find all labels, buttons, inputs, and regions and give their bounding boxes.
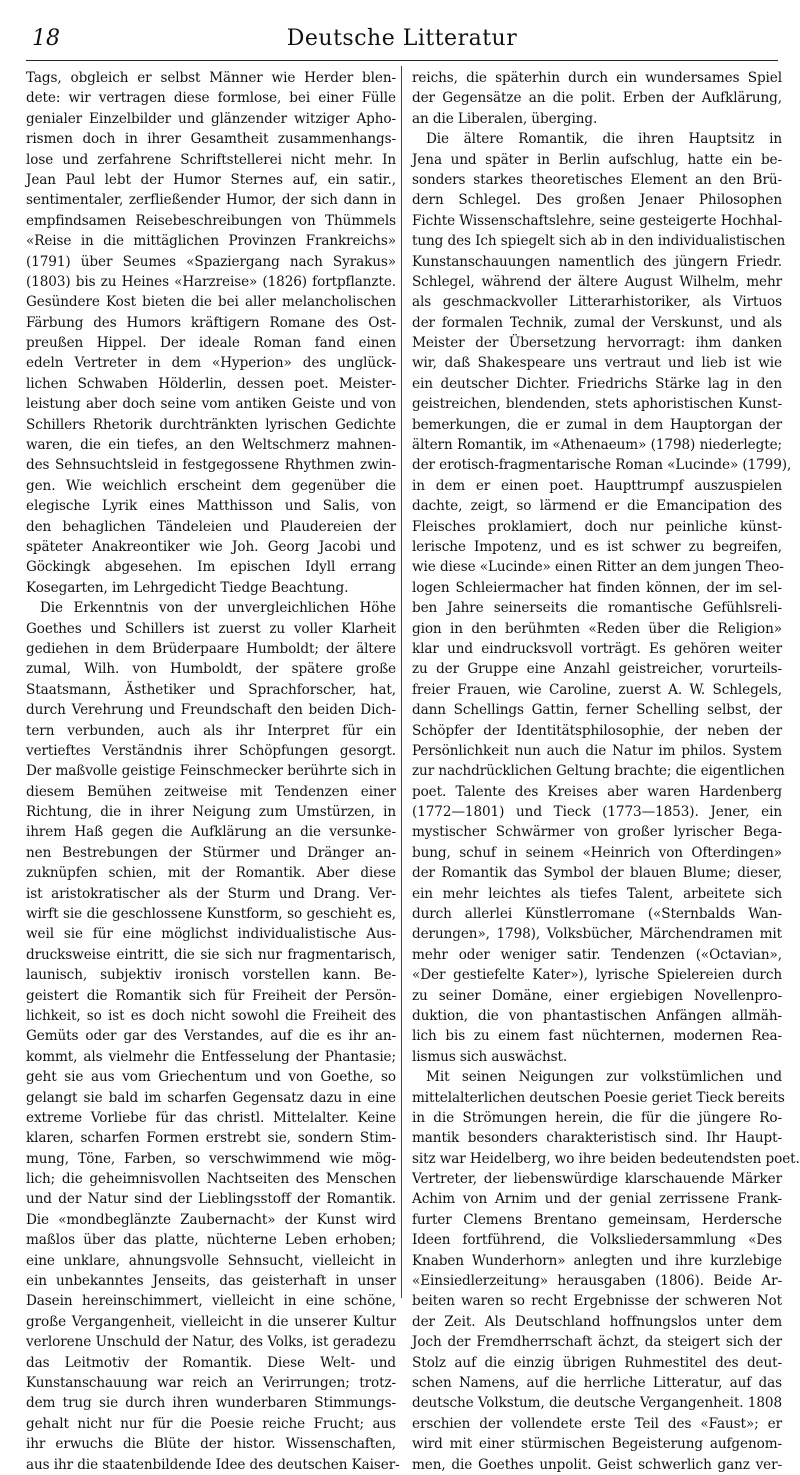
- text-line: aus ihr die staatenbildende Idee des deutschen Kaiser-: [26, 1456, 400, 1473]
- text-line: mittelalterlichen deutschen Poesie geriet Tieck bereits: [412, 1089, 785, 1106]
- text-line: logen Schleiermacher hat finden können, der im sel-: [412, 579, 782, 596]
- text-line: ein deutscher Dichter. Friedrichs Stärke lag in den: [412, 375, 782, 392]
- text-line: reichs, die späterhin durch ein wundersames Spiel: [412, 70, 782, 86]
- text-line: derungen», 1798), Volksbücher, Märchendramen mit: [412, 926, 782, 943]
- text-line: klar und eindrucksvoll vorträgt. Es gehören weiter: [412, 640, 782, 657]
- text-line: Kosegarten, im Lehrgedicht Tiedge Beachtung.: [26, 579, 349, 596]
- text-line: sitz war Heidelberg, wo ihre beiden bedeutendsten poet.: [412, 1150, 800, 1167]
- text-line: diesem Bemühen zeitweise mit Tendenzen einer: [26, 783, 396, 800]
- text-line: Staatsmann, Ästhetiker und Sprachforscher, hat,: [26, 681, 396, 698]
- text-line: tung des Ich spiegelt sich ab in den individualistischen: [412, 233, 786, 250]
- text-line: mantik besonders charakteristisch sind. Ihr Haupt-: [412, 1130, 782, 1147]
- text-line: sonders starkes theoretisches Element an den Brü-: [412, 171, 782, 188]
- text-line: rismen doch in ihrer Gesamtheit zusammenhangs-: [26, 131, 396, 148]
- text-line: der formalen Technik, zumal der Verskunst, und als: [412, 314, 782, 331]
- text-line: das Leitmotiv der Romantik. Diese Welt- und: [26, 1354, 396, 1371]
- text-line: durch Verehrung und Freundschaft den beiden Dich-: [26, 702, 396, 719]
- text-line: extreme Vorliebe für das christl. Mittelalter. Keine: [26, 1109, 396, 1126]
- text-line: ein mehr leichtes als tiefes Talent, arbeitete sich: [412, 885, 782, 902]
- text-line: in dem er einen poet. Haupttrumpf auszuspielen: [412, 477, 782, 494]
- text-line: zu seiner Domäne, einer ergiebigen Novellenpro-: [412, 987, 782, 1004]
- text-line: erschien der vollendete erste Teil des «Faust»; er: [412, 1415, 782, 1432]
- text-line: lichen Schwaben Hölderlin, dessen poet. Meister-: [26, 375, 396, 392]
- text-line: Persönlichkeit nun auch die Natur im philos. System: [412, 742, 782, 759]
- text-line: gelangt sie bald im scharfen Gegensatz dazu in eine: [26, 1089, 396, 1106]
- text-line: vertieftes Verständnis ihrer Schöpfungen gesorgt.: [26, 742, 396, 759]
- text-line: Meister der Übersetzung hervorragt: ihm danken: [412, 335, 782, 352]
- text-line: lich; die geheimnisvollen Nachtseiten des Menschen: [26, 1171, 396, 1188]
- running-title: Deutsche Litteratur: [286, 26, 518, 51]
- text-line: der Zeit. Als Deutschland hoffnungslos unter dem: [412, 1313, 782, 1330]
- text-line: (1791) über Seumes «Spaziergang nach Syrakus»: [26, 253, 396, 270]
- text-line: waren, die ein tiefes, an den Weltschmerz mahnen-: [26, 437, 396, 454]
- text-line: Fichte Wissenschaftslehre, seine gesteigerte Hochhal-: [412, 212, 783, 229]
- text-line: geistreichen, blendenden, stets aphoristischen Kunst-: [412, 396, 782, 413]
- text-line: eine unklare, ahnungsvolle Sehnsucht, vielleicht in: [26, 1252, 396, 1269]
- text-line: Kunstanschauungen namentlich des jüngern Friedr.: [412, 253, 782, 270]
- text-line: Tags, obgleich er selbst Männer wie Herder blen-: [26, 70, 396, 86]
- text-line: der Romantik das Symbol der blauen Blume; dieser,: [412, 865, 782, 882]
- text-line: Schlegel, während der ältere August Wilhelm, mehr: [412, 273, 782, 290]
- text-line: kommt, als vielmehr die Entfesselung der Phantasie;: [26, 1048, 396, 1065]
- text-line: geistert die Romantik sich für Freiheit der Persön-: [26, 987, 396, 1004]
- text-line: gehalt nicht nur für die Poesie reiche Frucht; aus: [26, 1415, 396, 1432]
- text-line: men, die Goethes unpolit. Geist schwerlich ganz ver-: [412, 1456, 782, 1473]
- text-line: mystischer Schwärmer von großer lyrischer Bega-: [412, 824, 782, 841]
- text-line: späteter Anakreontiker wie Joh. Georg Jacobi und: [26, 538, 396, 555]
- text-line: genialer Einzelbilder und glänzender witziger Apho-: [26, 110, 396, 127]
- text-line: Jean Paul lebt der Humor Sternes auf, ein satir.,: [26, 171, 396, 188]
- text-line: wird mit einer stürmischen Begeisterung aufgenom-: [412, 1436, 782, 1453]
- text-line: Ideen fortführend, die Volksliedersammlung «Des: [412, 1232, 782, 1249]
- text-line: (1772—1801) und Tieck (1773—1853). Jener, ein: [412, 804, 782, 821]
- text-line: launisch, subjektiv ironisch vorstellen kann. Be-: [26, 967, 396, 984]
- text-line: ist aristokratischer als der Sturm und Drang. Ver-: [26, 885, 396, 902]
- text-line: furter Clemens Brentano gemeinsam, Herdersche: [412, 1211, 782, 1228]
- text-line: poet. Talente des Kreises aber waren Hardenberg: [412, 783, 782, 800]
- text-line: der erotisch-fragmentarische Roman «Lucinde» (1799),: [412, 457, 792, 474]
- right-column: [412, 68, 800, 1473]
- text-line: zumal, Wilh. von Humboldt, der spätere große: [26, 661, 396, 678]
- text-line: beiten waren so recht Ergebnisse der schweren Not: [412, 1293, 782, 1310]
- text-line: gion in den berühmten «Reden über die Religion»: [412, 620, 782, 637]
- text-line: dem trug sie durch ihren wunderbaren Stimmungs-: [26, 1395, 396, 1412]
- text-line: lose und zerfahrene Schriftstellerei nicht mehr. In: [26, 151, 396, 168]
- left-column: [26, 68, 400, 1473]
- text-line: empfindsamen Reisebeschreibungen von Thümmels: [26, 212, 396, 229]
- text-line: weil sie für eine möglichst individualistische Aus-: [26, 926, 396, 943]
- text-line: lismus sich auswächst.: [412, 1048, 568, 1065]
- text-line: lerische Impotenz, und es ist schwer zu begreifen,: [412, 538, 782, 555]
- text-line: durch allerlei Künstlerromane («Sternbalds Wan-: [412, 906, 782, 923]
- text-line: (1803) bis zu Heines «Harzreise» (1826) fortpflanzte.: [26, 273, 396, 290]
- text-line: in die Strömungen herein, die für die jüngere Ro-: [412, 1109, 782, 1126]
- text-line: der Gegensätze an die polit. Erben der Aufklärung,: [412, 90, 782, 107]
- text-line: bemerkungen, die er zumal in dem Hauptorgan der: [412, 416, 782, 433]
- text-line: elegische Lyrik eines Matthisson und Salis, von: [26, 498, 396, 515]
- text-line: gediehen in dem Brüderpaare Humboldt; der ältere: [26, 640, 396, 657]
- header-rule: [26, 60, 778, 61]
- text-line: dann Schellings Gattin, ferner Schelling selbst, der: [412, 702, 782, 719]
- text-line: ben Jahre seinerseits die romantische Gefühlsreli-: [412, 600, 782, 617]
- text-line: tern verbunden, auch als ihr Interpret für ein: [26, 722, 396, 739]
- text-line: nen Bestrebungen der Stürmer und Dränger an-: [26, 844, 396, 861]
- text-line: Vertreter, der liebenswürdige klarschauende Märker: [412, 1171, 782, 1188]
- text-line: große Vergangenheit, vielleicht in die unserer Kultur: [26, 1313, 396, 1330]
- text-line: drucksweise eintritt, die sie sich nur fragmentarisch,: [26, 946, 396, 963]
- text-line: Richtung, die in ihrer Neigung zum Umstürzen, in: [26, 804, 396, 821]
- text-line: Gemüts oder gar des Verstandes, auf die es ihr an-: [26, 1028, 396, 1045]
- text-line: dete: wir vertragen diese formlose, bei einer Fülle: [26, 90, 396, 107]
- text-line: Achim von Arnim und der genial zerrissene Frank-: [412, 1191, 782, 1208]
- text-line: geht sie aus vom Griechentum und von Goethe, so: [26, 1069, 396, 1086]
- text-line: schen Namens, auf die herrliche Litteratur, auf das: [412, 1375, 782, 1391]
- text-line: mung, Töne, Farben, so verschwimmend wie mög-: [26, 1150, 396, 1167]
- text-line: dern Schlegel. Des großen Jenaer Philosophen: [412, 192, 782, 209]
- text-line: klaren, scharfen Formen erstrebt sie, sondern Stim-: [26, 1130, 396, 1147]
- text-line: Schillers Rhetorik durchtränkten lyrischen Gedichte: [26, 416, 396, 433]
- text-line: Jena und später in Berlin aufschlug, hatte ein be-: [412, 151, 782, 168]
- text-line: wir, daß Shakespeare uns vertraut und lieb ist wie: [412, 355, 782, 372]
- text-line: gen. Wie weichlich erscheint dem gegenüber die: [26, 477, 396, 494]
- text-line: und der Natur sind der Lieblingsstoff der Romantik.: [26, 1191, 396, 1208]
- text-line: sentimentaler, zerfließender Humor, der sich dann in: [26, 192, 396, 209]
- text-line: «Einsiedlerzeitung» herausgaben (1806). Beide Ar-: [412, 1273, 782, 1290]
- page-number: 18: [32, 26, 60, 51]
- text-line: Schöpfer der Identitätsphilosophie, der neben der: [412, 722, 782, 739]
- text-line: Dasein hereinschimmert, vielleicht in eine schöne,: [26, 1293, 396, 1310]
- text-line: maßlos über das platte, nüchterne Leben erhoben;: [26, 1232, 396, 1249]
- text-line: Mit seinen Neigungen zur volkstümlichen und: [426, 1069, 782, 1086]
- text-line: lich bis zu einem fast nüchternen, modernen Rea-: [412, 1028, 782, 1045]
- text-line: preußen Hippel. Der ideale Roman fand einen: [26, 335, 396, 352]
- text-line: Die ältere Romantik, die ihren Hauptsitz in: [426, 131, 782, 148]
- text-line: duktion, die von phantastischen Anfängen allmäh-: [412, 1007, 782, 1024]
- text-line: Knaben Wunderhorn» anlegten und ihre kurzlebige: [412, 1252, 782, 1269]
- text-line: als geschmackvoller Litterarhistoriker, als Virtuos: [412, 294, 782, 311]
- text-line: ihrem Haß gegen die Aufklärung an die versunke-: [26, 824, 396, 841]
- text-line: Joch der Fremdherrschaft ächzt, da steigert sich der: [412, 1334, 782, 1351]
- text-line: lichkeit, so ist es doch nicht sowohl die Freiheit des: [26, 1007, 396, 1024]
- text-line: Stolz auf die einzig übrigen Ruhmestitel des deut-: [412, 1354, 782, 1371]
- text-line: Göckingk abgesehen. Im epischen Idyll errang: [26, 559, 396, 576]
- text-line: deutsche Volkstum, die deutsche Vergangenheit. 1808: [412, 1395, 782, 1412]
- text-line: den behaglichen Tändeleien und Plaudereien der: [26, 518, 396, 535]
- text-line: zur nachdrücklichen Geltung brachte; die eigentlichen: [412, 763, 785, 780]
- text-line: wie diese «Lucinde» einen Ritter an dem jungen Theo-: [412, 559, 784, 576]
- text-line: Die «mondbeglänzte Zaubernacht» der Kunst wird: [26, 1211, 396, 1228]
- text-line: Die Erkenntnis von der unvergleichlichen Höhe: [40, 600, 396, 617]
- text-line: freier Frauen, wie Caroline, zuerst A. W. Schlegels,: [412, 681, 782, 698]
- text-line: ihr erwuchs die Blüte der histor. Wissenschaften,: [26, 1436, 396, 1453]
- text-line: «Reise in die mittäglichen Provinzen Frankreichs»: [26, 233, 396, 250]
- text-line: ein unbekanntes Jenseits, das geisterhaft in unser: [26, 1273, 396, 1290]
- text-line: Goethes und Schillers ist zuerst zu voller Klarheit: [26, 620, 396, 637]
- text-line: mehr oder weniger satir. Tendenzen («Octavian»,: [412, 946, 782, 963]
- text-line: Fleisches proklamiert, doch nur peinliche künst-: [412, 518, 782, 535]
- text-line: Gesündere Kost bieten die bei aller melancholischen: [26, 294, 396, 311]
- text-line: Der maßvolle geistige Feinschmecker berührte sich in: [26, 763, 396, 780]
- text-line: bung, schuf in seinem «Heinrich von Ofterdingen»: [412, 844, 782, 861]
- text-line: edeln Vertreter in dem «Hyperion» des unglück-: [26, 355, 396, 372]
- text-line: zu der Gruppe eine Anzahl geistreicher, vorurteils-: [412, 661, 782, 678]
- text-line: an die Liberalen, überging.: [412, 110, 598, 127]
- text-line: ältern Romantik, im «Athenaeum» (1798) niederlegte;: [412, 437, 782, 454]
- text-line: Färbung des Humors kräftigern Romane des Ost-: [26, 314, 396, 331]
- text-line: Kunstanschauung war reich an Verirrungen; trotz-: [26, 1375, 396, 1391]
- text-line: verlorene Unschuld der Natur, des Volks, ist geradezu: [26, 1334, 396, 1351]
- text-line: wirft sie die geschlossene Kunstform, so geschieht es,: [26, 906, 396, 923]
- text-line: des Sehnsuchtsleid in festgegossene Rhythmen zwin-: [26, 457, 396, 474]
- text-line: leistung aber doch seine vom antiken Geiste und von: [26, 396, 396, 413]
- page-header: [26, 6, 778, 56]
- text-line: dachte, zeigt, so lärmend er die Emancipation des: [412, 498, 782, 515]
- text-line: «Der gestiefelte Kater»), lyrische Spielereien durch: [412, 967, 782, 984]
- text-line: zuknüpfen schien, mit der Romantik. Aber diese: [26, 865, 396, 882]
- column-divider: [401, 66, 402, 1298]
